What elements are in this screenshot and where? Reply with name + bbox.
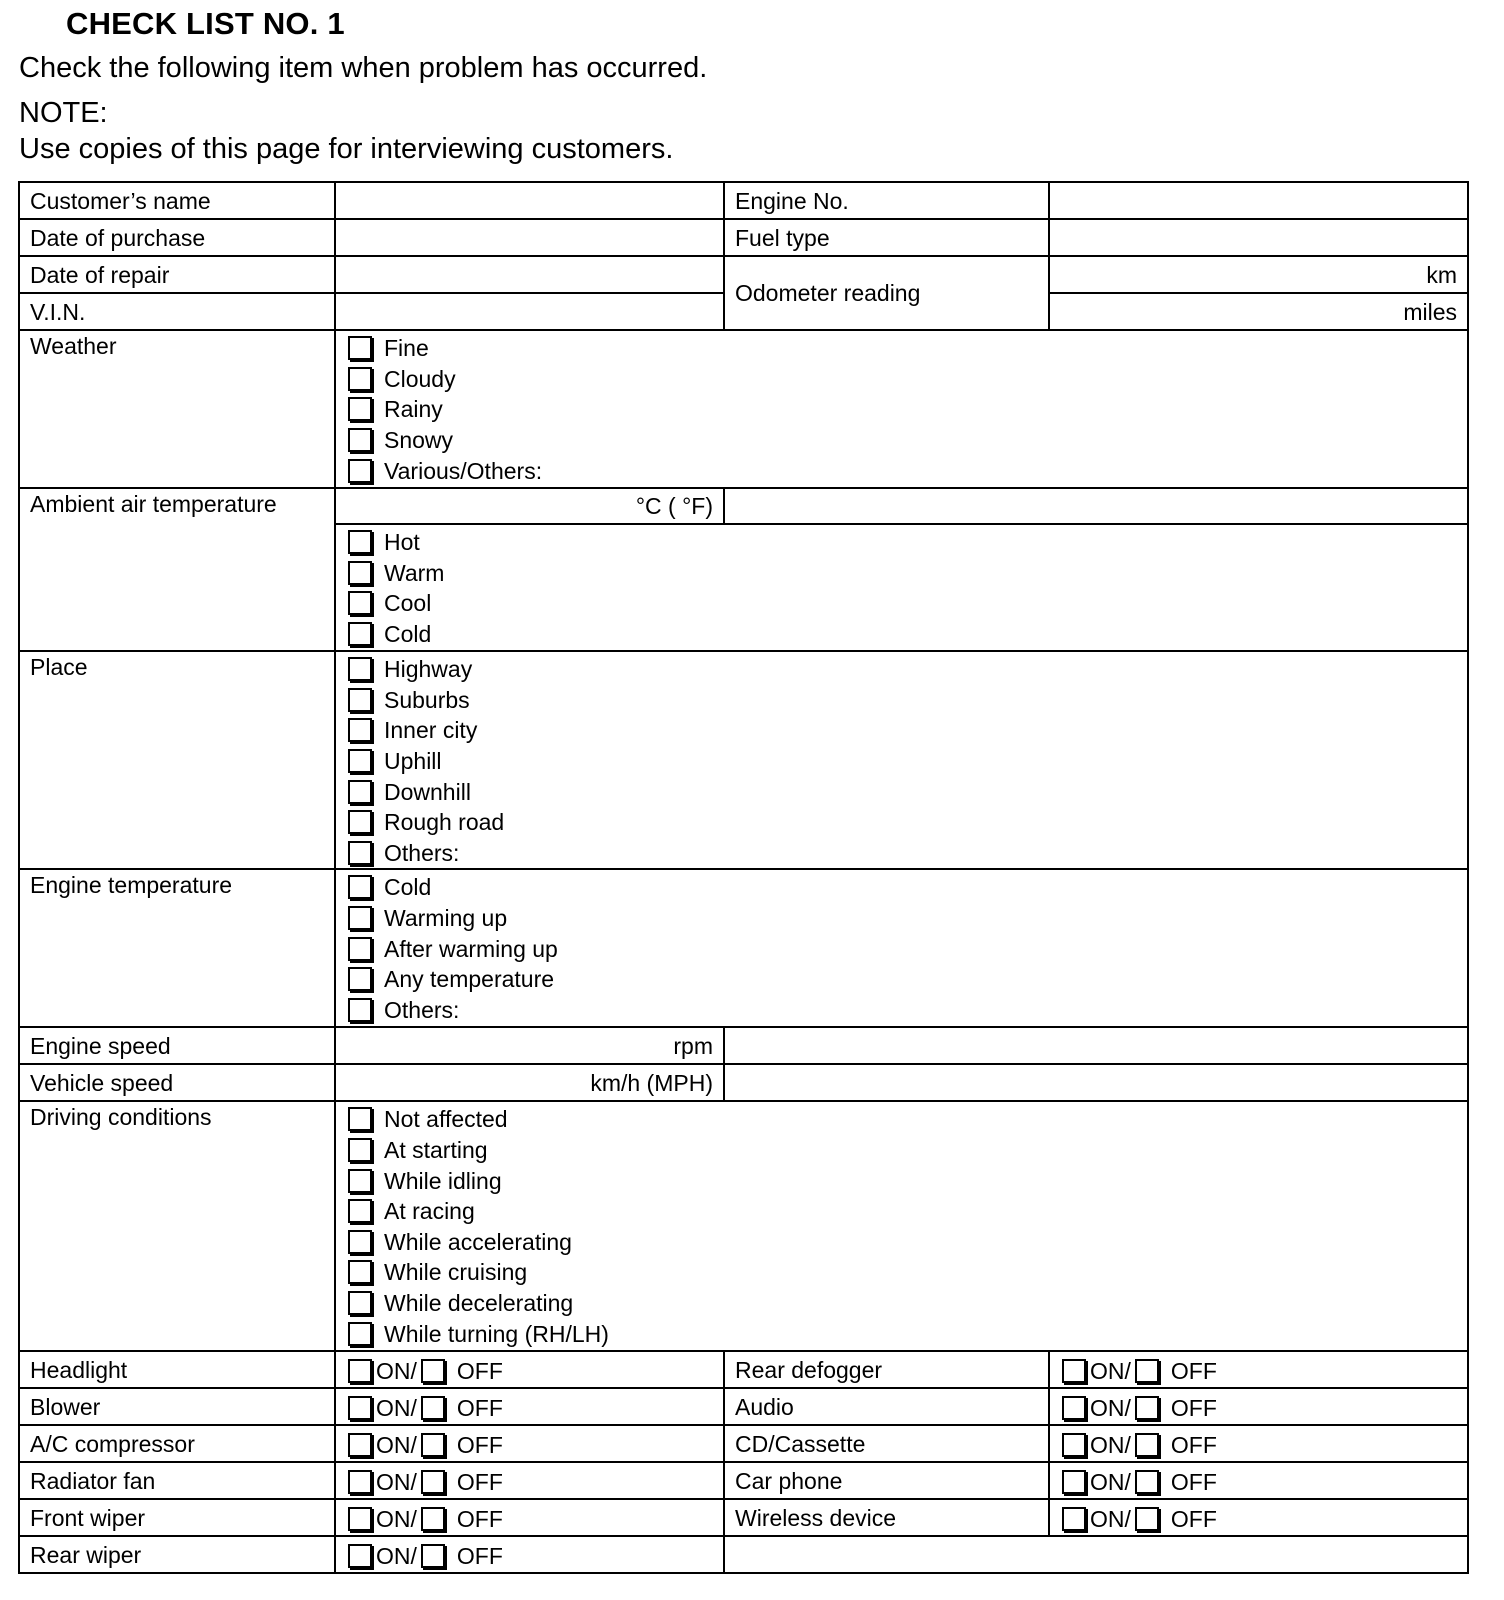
checkbox-icon[interactable] — [348, 810, 372, 834]
engine-speed-field[interactable]: rpm — [335, 1027, 724, 1064]
option-cool[interactable] — [348, 588, 1467, 619]
option-label: While idling — [384, 1167, 502, 1194]
off-checkbox-icon[interactable] — [1135, 1396, 1159, 1420]
place-label: Place — [19, 651, 335, 869]
rear-defogger-onoff — [1049, 1351, 1468, 1388]
option-label: Hot — [384, 529, 420, 556]
checkbox-icon[interactable] — [348, 780, 372, 804]
option-label: While decelerating — [384, 1290, 574, 1317]
option-rough-road[interactable] — [348, 807, 1467, 838]
wireless-device-onoff — [1049, 1499, 1468, 1536]
option-label: While accelerating — [384, 1228, 572, 1255]
option-downhill[interactable] — [348, 776, 1467, 807]
instruction-text: Check the following item when problem has occurred. — [19, 52, 708, 84]
option-any-temperature[interactable] — [348, 964, 1467, 995]
checkbox-icon[interactable] — [348, 459, 372, 483]
radiator-fan-label: Radiator fan — [19, 1462, 335, 1499]
odometer-km-field[interactable]: km — [1049, 256, 1468, 293]
off-label: OFF — [1170, 1431, 1217, 1458]
engine-temp-label: Engine temperature — [19, 869, 335, 1027]
off-checkbox-icon[interactable] — [421, 1470, 445, 1494]
option-while-turning[interactable] — [348, 1318, 1467, 1349]
option-cloudy[interactable] — [348, 364, 1467, 395]
rear-wiper-onoff — [335, 1536, 724, 1573]
option-while-cruising[interactable] — [348, 1257, 1467, 1288]
checkbox-icon[interactable] — [348, 875, 372, 899]
option-at-racing[interactable] — [348, 1196, 1467, 1227]
off-checkbox-icon[interactable] — [421, 1507, 445, 1531]
off-checkbox-icon[interactable] — [1135, 1433, 1159, 1457]
on-checkbox-icon[interactable] — [1062, 1433, 1086, 1457]
headlight-label: Headlight — [19, 1351, 335, 1388]
vehicle-speed-field[interactable]: km/h (MPH) — [335, 1064, 724, 1101]
option-label: Uphill — [384, 748, 442, 775]
off-checkbox-icon[interactable] — [1135, 1359, 1159, 1383]
option-others[interactable] — [348, 838, 1467, 869]
ambient-temp-label: Ambient air temperature — [19, 488, 335, 651]
option-label: While turning (RH/LH) — [384, 1320, 609, 1347]
check-list-table — [18, 181, 1469, 1574]
checkbox-icon[interactable] — [348, 1260, 372, 1284]
headlight-onoff — [335, 1351, 724, 1388]
checkbox-icon[interactable] — [348, 688, 372, 712]
option-hot[interactable] — [348, 527, 1467, 558]
off-label: OFF — [1170, 1394, 1217, 1421]
engine-no-field[interactable] — [1049, 182, 1468, 219]
checkbox-icon[interactable] — [348, 1291, 372, 1315]
date-of-repair-label: Date of repair — [19, 256, 335, 293]
option-others[interactable] — [348, 995, 1467, 1026]
engine-speed-label: Engine speed — [19, 1027, 335, 1064]
on-checkbox-icon[interactable] — [348, 1433, 372, 1457]
checkbox-icon[interactable] — [348, 1199, 372, 1223]
off-checkbox-icon[interactable] — [421, 1396, 445, 1420]
off-label: OFF — [456, 1505, 503, 1532]
car-phone-label: Car phone — [724, 1462, 1049, 1499]
option-after-warming-up[interactable] — [348, 933, 1467, 964]
on-checkbox-icon[interactable] — [1062, 1507, 1086, 1531]
option-at-starting[interactable] — [348, 1135, 1467, 1166]
option-label: Rainy — [384, 396, 443, 423]
option-label: Suburbs — [384, 686, 470, 713]
option-uphill[interactable] — [348, 746, 1467, 777]
off-checkbox-icon[interactable] — [421, 1359, 445, 1383]
note-label: NOTE: — [19, 97, 108, 129]
option-label: At starting — [384, 1137, 488, 1164]
on-checkbox-icon[interactable] — [1062, 1396, 1086, 1420]
option-while-accelerating[interactable] — [348, 1227, 1467, 1258]
date-of-purchase-field[interactable] — [335, 219, 724, 256]
checkbox-icon[interactable] — [348, 336, 372, 360]
off-checkbox-icon[interactable] — [1135, 1470, 1159, 1494]
option-suburbs[interactable] — [348, 685, 1467, 716]
fuel-type-label: Fuel type — [724, 219, 1049, 256]
on-label: ON/ — [376, 1542, 417, 1569]
wireless-device-label: Wireless device — [724, 1499, 1049, 1536]
audio-label: Audio — [724, 1388, 1049, 1425]
option-label: Snowy — [384, 427, 454, 454]
off-checkbox-icon[interactable] — [1135, 1507, 1159, 1531]
checkbox-icon[interactable] — [348, 367, 372, 391]
vin-field[interactable] — [335, 293, 724, 330]
engine-temp-options — [335, 869, 1468, 1027]
option-label: After warming up — [384, 935, 558, 962]
weather-label: Weather — [19, 330, 335, 488]
option-label: While cruising — [384, 1259, 528, 1286]
option-label: Highway — [384, 656, 473, 683]
on-label: ON/ — [376, 1468, 417, 1495]
option-while-idling[interactable] — [348, 1165, 1467, 1196]
driving-conditions-label: Driving conditions — [19, 1101, 335, 1351]
checkbox-icon[interactable] — [348, 749, 372, 773]
checkbox-icon[interactable] — [348, 428, 372, 452]
on-checkbox-icon[interactable] — [1062, 1359, 1086, 1383]
cd-cassette-onoff — [1049, 1425, 1468, 1462]
option-label: Cool — [384, 590, 432, 617]
option-warming-up[interactable] — [348, 903, 1467, 934]
option-not-affected[interactable] — [348, 1104, 1467, 1135]
date-of-repair-field[interactable] — [335, 256, 724, 293]
date-of-purchase-label: Date of purchase — [19, 219, 335, 256]
cd-cassette-label: CD/Cassette — [724, 1425, 1049, 1462]
checkbox-icon[interactable] — [348, 1230, 372, 1254]
option-rainy[interactable] — [348, 394, 1467, 425]
on-label: ON/ — [376, 1357, 417, 1384]
engine-no-label: Engine No. — [724, 182, 1049, 219]
option-label: Any temperature — [384, 966, 555, 993]
off-checkbox-icon[interactable] — [421, 1433, 445, 1457]
on-checkbox-icon[interactable] — [348, 1359, 372, 1383]
checkbox-icon[interactable] — [348, 622, 372, 646]
checkbox-icon[interactable] — [348, 1169, 372, 1193]
option-label: Various/Others: — [384, 457, 543, 484]
on-label: ON/ — [1090, 1357, 1131, 1384]
option-label: At racing — [384, 1198, 475, 1225]
off-label: OFF — [456, 1468, 503, 1495]
rear-wiper-blank — [724, 1536, 1468, 1573]
option-label: Warming up — [384, 905, 508, 932]
option-fine[interactable] — [348, 333, 1467, 364]
checkbox-icon[interactable] — [348, 1107, 372, 1131]
on-checkbox-icon[interactable] — [348, 1507, 372, 1531]
checkbox-icon[interactable] — [348, 561, 372, 585]
customer-name-label: Customer’s name — [19, 182, 335, 219]
checkbox-icon[interactable] — [348, 841, 372, 865]
ambient-temp-field[interactable]: °C ( °F) — [335, 488, 724, 524]
option-label: Others: — [384, 839, 460, 866]
option-label: Cloudy — [384, 365, 456, 392]
off-label: OFF — [1170, 1357, 1217, 1384]
blower-onoff — [335, 1388, 724, 1425]
option-label: Rough road — [384, 809, 505, 836]
option-inner-city[interactable] — [348, 715, 1467, 746]
option-cold[interactable] — [348, 872, 1467, 903]
blower-label: Blower — [19, 1388, 335, 1425]
audio-onoff — [1049, 1388, 1468, 1425]
odometer-miles-field[interactable]: miles — [1049, 293, 1468, 330]
checkbox-icon[interactable] — [348, 1322, 372, 1346]
driving-conditions-options — [335, 1101, 1468, 1351]
on-label: ON/ — [1090, 1431, 1131, 1458]
checkbox-icon[interactable] — [348, 591, 372, 615]
engine-speed-blank — [724, 1027, 1468, 1064]
odometer-reading-label: Odometer reading — [724, 256, 1049, 330]
note-text: Use copies of this page for interviewing customers. — [19, 133, 674, 165]
radiator-fan-onoff — [335, 1462, 724, 1499]
off-label: OFF — [456, 1431, 503, 1458]
on-label: ON/ — [1090, 1394, 1131, 1421]
fuel-type-field[interactable] — [1049, 219, 1468, 256]
on-checkbox-icon[interactable] — [1062, 1470, 1086, 1494]
option-label: Fine — [384, 335, 429, 362]
checkbox-icon[interactable] — [348, 657, 372, 681]
checkbox-icon[interactable] — [348, 1138, 372, 1162]
off-label: OFF — [456, 1357, 503, 1384]
off-checkbox-icon[interactable] — [421, 1544, 445, 1568]
on-checkbox-icon[interactable] — [348, 1544, 372, 1568]
on-label: ON/ — [1090, 1505, 1131, 1532]
on-checkbox-icon[interactable] — [348, 1396, 372, 1420]
off-label: OFF — [456, 1394, 503, 1421]
ambient-temp-blank — [724, 488, 1468, 524]
vin-label: V.I.N. — [19, 293, 335, 330]
option-while-decelerating[interactable] — [348, 1288, 1467, 1319]
option-warm[interactable] — [348, 558, 1467, 589]
rear-defogger-label: Rear defogger — [724, 1351, 1049, 1388]
checkbox-icon[interactable] — [348, 397, 372, 421]
option-label: Cold — [384, 874, 432, 901]
ambient-options — [335, 524, 1468, 651]
customer-name-field[interactable] — [335, 182, 724, 219]
car-phone-onoff — [1049, 1462, 1468, 1499]
ac-compressor-label: A/C compressor — [19, 1425, 335, 1462]
on-checkbox-icon[interactable] — [348, 1470, 372, 1494]
option-label: Not affected — [384, 1106, 508, 1133]
option-label: Cold — [384, 621, 432, 648]
option-various-others[interactable] — [348, 455, 1467, 486]
option-label: Downhill — [384, 778, 471, 805]
checkbox-icon[interactable] — [348, 718, 372, 742]
on-label: ON/ — [1090, 1468, 1131, 1495]
place-options — [335, 651, 1468, 869]
rear-wiper-label: Rear wiper — [19, 1536, 335, 1573]
checkbox-icon[interactable] — [348, 937, 372, 961]
checkbox-icon[interactable] — [348, 906, 372, 930]
checkbox-icon[interactable] — [348, 530, 372, 554]
on-label: ON/ — [376, 1431, 417, 1458]
front-wiper-label: Front wiper — [19, 1499, 335, 1536]
ac-compressor-onoff — [335, 1425, 724, 1462]
off-label: OFF — [1170, 1468, 1217, 1495]
on-label: ON/ — [376, 1505, 417, 1532]
checkbox-icon[interactable] — [348, 967, 372, 991]
weather-options — [335, 330, 1468, 488]
vehicle-speed-label: Vehicle speed — [19, 1064, 335, 1101]
page-title: CHECK LIST NO. 1 — [66, 6, 345, 41]
off-label: OFF — [1170, 1505, 1217, 1532]
front-wiper-onoff — [335, 1499, 724, 1536]
checkbox-icon[interactable] — [348, 998, 372, 1022]
option-snowy[interactable] — [348, 425, 1467, 456]
option-label: Warm — [384, 559, 445, 586]
option-label: Inner city — [384, 717, 478, 744]
off-label: OFF — [456, 1542, 503, 1569]
option-label: Others: — [384, 996, 460, 1023]
vehicle-speed-blank — [724, 1064, 1468, 1101]
on-label: ON/ — [376, 1394, 417, 1421]
option-highway[interactable] — [348, 654, 1467, 685]
option-cold[interactable] — [348, 619, 1467, 650]
